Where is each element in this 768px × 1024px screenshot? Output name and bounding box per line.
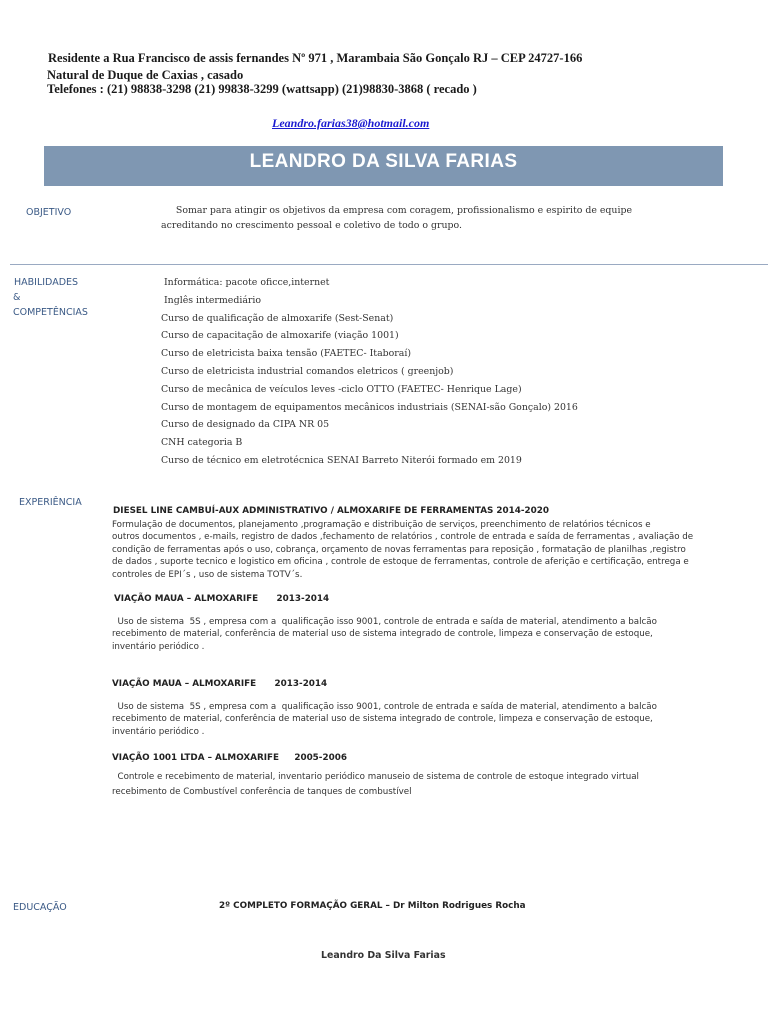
job-description	[112, 519, 693, 581]
list-item: Curso de montagem de equipamentos mecânicos industriais (SENAI-são Gonçalo) 2016	[161, 401, 578, 413]
phones-line: Telefones : (21) 98838-3298 (21) 99838-3299 (wattsapp) (21)98830-3868 ( recado )	[47, 82, 477, 96]
list-item: Informática: pacote oficce,internet	[161, 277, 330, 288]
label-line: &	[13, 292, 21, 303]
job-description	[112, 616, 657, 653]
job-line: condição de ferramentas após o uso, cobrança, orçamento de novas ferramentas para reposição , formatação de planilhas ,registro	[112, 544, 686, 555]
job-line: outros documentos , e-mails, registro de dados ,fechamento de relatórios , controle de entrada e saída de ferramentas , avaliação de	[112, 532, 694, 543]
list-item: Curso de técnico em eletrotécnica SENAI Barreto Niterói formado em 2019	[161, 454, 522, 466]
job-line: Controle e recebimento de material, inventario periódico manuseio de sistema de controle de estoque integrado virtual	[112, 772, 639, 782]
job-description	[112, 771, 639, 799]
list-item: Curso de qualificação de almoxarife (Sest-Senat)	[161, 312, 394, 324]
section-label-experiencia: EXPERIÊNCIA	[19, 497, 82, 508]
signature-name: Leandro Da Silva Farias	[321, 950, 446, 961]
label-line: COMPETÊNCIAS	[13, 307, 88, 318]
section-label-educacao: EDUCAÇÃO	[13, 902, 67, 913]
job-line: controles de EPI´s , uso de sistema TOTV´s.	[112, 569, 303, 580]
job-line: recebimento de Combustível conferência de tanques de combustível	[112, 787, 412, 798]
objetivo-text	[161, 203, 632, 233]
job-line: recebimento de material, conferência de material uso de sistema integrado de controle, limpeza e conservação de estoque,	[112, 629, 653, 640]
skills-list	[161, 274, 578, 470]
job-line: de dados , suporte tecnico e logistico em oficina , controle de estoque de ferramentas, controle de aferição e certificação, entrega e	[112, 557, 689, 568]
address-line: Residente a Rua Francisco de assis fernandes Nº 971 , Marambaia São Gonçalo RJ – CEP 24727-166	[48, 51, 583, 65]
list-item: Curso de designado da CIPA NR 05	[161, 419, 330, 431]
section-label-habilidades	[13, 275, 88, 320]
objetivo-line: Somar para atingir os objetivos da empresa com coragem, profissionalismo e espirito de equipe	[161, 205, 633, 216]
job-title: DIESEL LINE CAMBUÍ-AUX ADMINISTRATIVO / ALMOXARIFE DE FERRAMENTAS 2014-2020	[113, 506, 550, 516]
name-banner	[44, 146, 723, 186]
email-link[interactable]: Leandro.farias38@hotmail.com	[272, 116, 430, 130]
list-item: CNH categoria B	[161, 437, 243, 449]
list-item: Curso de eletricista industrial comandos eletricos ( greenjob)	[161, 365, 454, 377]
objetivo-line: acreditando no crescimento pessoal e coletivo de todo o grupo.	[161, 220, 462, 231]
section-label-objetivo: OBJETIVO	[26, 207, 72, 218]
list-item: Curso de eletricista baixa tensão (FAETEC- Itaboraí)	[161, 348, 412, 360]
list-item: Inglês intermediário	[161, 294, 262, 306]
job-line: Uso de sistema 5S , empresa com a qualificação isso 9001, controle de entrada e saída de material, atendimento a balcão	[112, 617, 657, 627]
job-line: inventário periódico .	[112, 726, 205, 737]
list-item: Curso de capacitação de almoxarife (viação 1001)	[161, 330, 399, 342]
education-value: 2º COMPLETO FORMAÇÃO GERAL – Dr Milton Rodrigues Rocha	[219, 901, 526, 911]
job-line: inventário periódico .	[112, 641, 205, 652]
job-description	[112, 701, 657, 738]
job-line: Formulação de documentos, planejamento ,programação e distribuição de serviços, preenchimento de relatórios técnicos e	[112, 520, 651, 530]
label-line: HABILIDADES	[14, 277, 79, 288]
job-title: VIAÇÃO MAUA – ALMOXARIFE 2013-2014	[114, 594, 330, 604]
list-item: Curso de mecânica de veículos leves -ciclo OTTO (FAETEC- Henrique Lage)	[161, 383, 522, 395]
job-title: VIAÇÃO 1001 LTDA – ALMOXARIFE 2005-2006	[112, 753, 347, 763]
job-title: VIAÇÃO MAUA – ALMOXARIFE 2013-2014	[112, 679, 328, 689]
job-line: recebimento de material, conferência de material uso de sistema integrado de controle, limpeza e conservação de estoque,	[112, 714, 653, 725]
origin-line: Natural de Duque de Caxias , casado	[47, 68, 244, 82]
job-line: Uso de sistema 5S , empresa com a qualificação isso 9001, controle de entrada e saída de material, atendimento a balcão	[112, 702, 657, 712]
section-divider	[10, 264, 768, 265]
full-name: LEANDRO DA SILVA FARIAS	[249, 151, 518, 172]
